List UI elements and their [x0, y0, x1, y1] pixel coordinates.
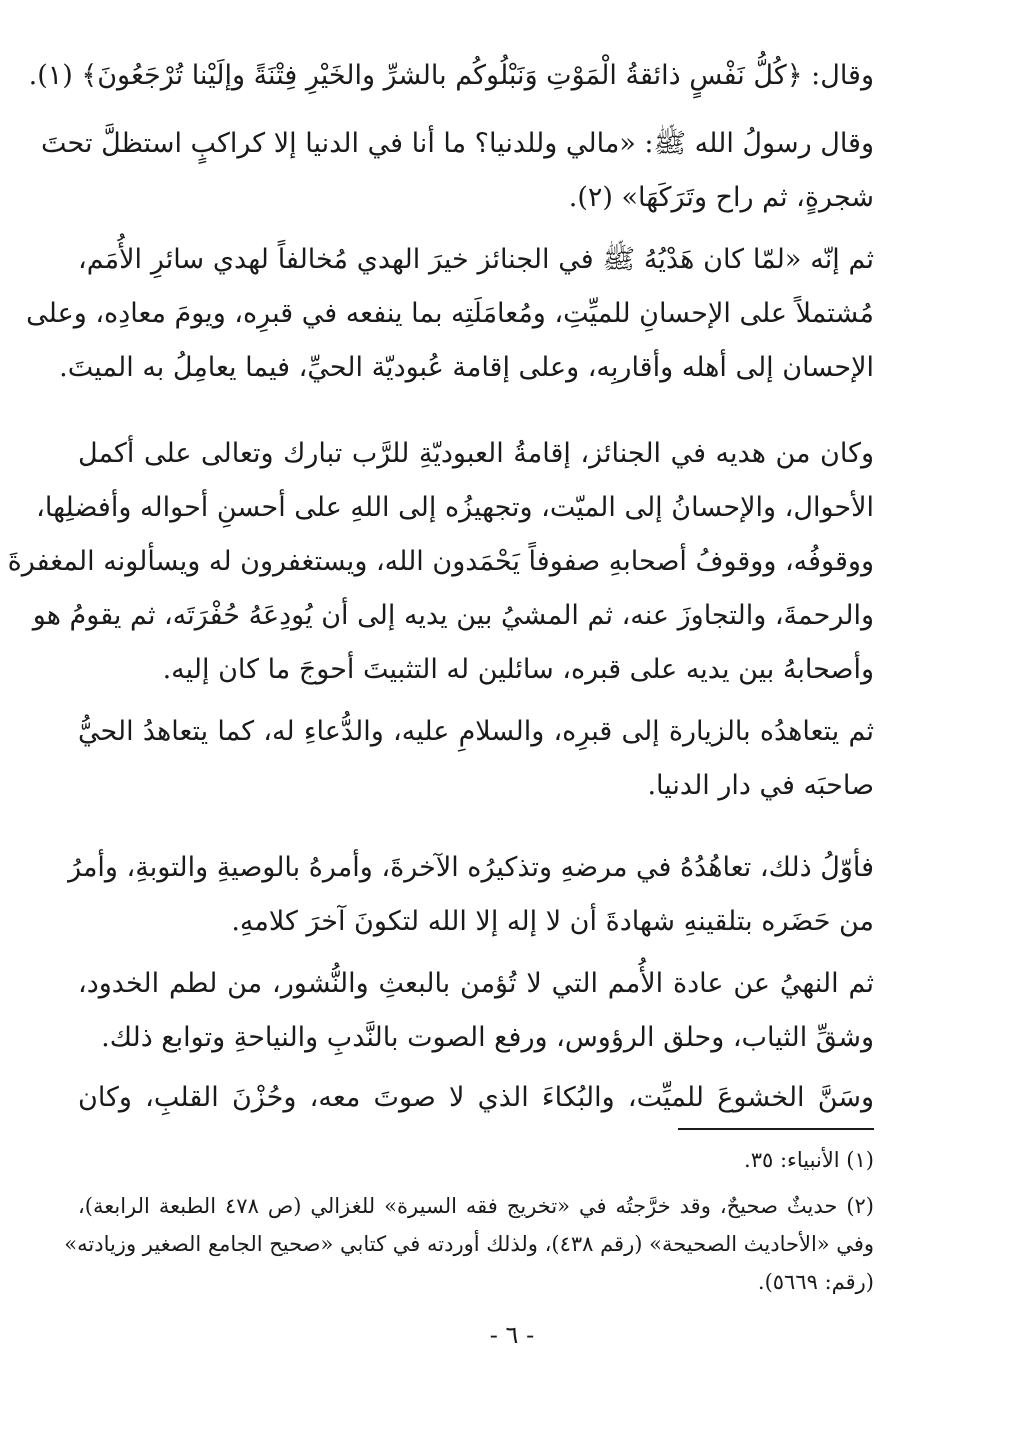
- body-line-12: ثم يتعاهدُه بالزيارة إلى قبرِه، والسلامِ عليه، والدُّعاءِ له، كما يتعاهدُ الحيُّ: [78, 716, 874, 747]
- body-line-16: ثم النهيُ عن عادة الأُمم التي لا تُؤمن بالبعثِ والنُّشور، من لطم الخدود،: [78, 968, 874, 999]
- body-line-6: الإحسان إلى أهله وأقاربِه، وعلى إقامة عُبوديّة الحيِّ، فيما يعامِلُ به الميتَ.: [59, 352, 874, 383]
- body-line-5: مُشتملاً على الإحسانِ للميِّتِ، ومُعامَلَتِه بما ينفعه في قبرِه، ويومَ معادِه، وعلى: [26, 298, 874, 329]
- body-line-11: وأصحابهُ بين يديه على قبره، سائلين له التثبيتَ أحوجَ ما كان إليه.: [162, 654, 874, 685]
- page-number: - ٦ -: [489, 1321, 535, 1349]
- body-line-10: والرحمةَ، والتجاوزَ عنه، ثم المشيُ بين يديه إلى أن يُودِعَهُ حُفْرَتَه، ثم يقومُ هو: [32, 600, 874, 631]
- body-line-13: صاحبَه في دار الدنيا.: [647, 770, 874, 801]
- body-line-14: فأوّلُ ذلك، تعاهُدُهُ في مرضهِ وتذكيرُه الآخرةَ، وأمرهُ بالوصيةِ والتوبةِ، وأمرُ: [68, 852, 874, 883]
- body-line-15: من حَضَره بتلقينهِ شهادةَ أن لا إله إلا الله لتكونَ آخرَ كلامهِ.: [231, 906, 874, 937]
- footnote-2-line-2: وفي «الأحاديث الصحيحة» (رقم ٤٣٨)، ولذلك أوردته في كتابي «صحيح الجامع الصغير وزيادته»: [64, 1232, 874, 1256]
- body-line-1: وقال: ﴿كُلُّ نَفْسٍ ذائقةُ الْمَوْتِ وَنَبْلُوكُم بالشرِّ والخَيْرِ فِتْنَةً وإلَيْنا تُرْجَعُونَ﴾ (١).: [28, 60, 874, 91]
- body-line-2: وقال رسولُ الله ﷺ: «مالي وللدنيا؟ ما أنا في الدنيا إلا كراكبٍ استظلَّ تحتَ: [41, 128, 874, 159]
- footnote-2-line-1: (٢) حديثٌ صحيحٌ، وقد خرَّجتُه في «تخريج فقه السيرة» للغزالي (ص ٤٧٨ الطبعة الرابعة)،: [78, 1194, 874, 1218]
- body-line-7: وكان من هديه في الجنائز، إقامةُ العبوديّةِ للرَّب تبارك وتعالى على أكمل: [78, 438, 874, 469]
- footnote-2-line-3: (رقم: ٥٦٦٩).: [757, 1270, 874, 1294]
- footnote-separator: [678, 1128, 874, 1130]
- body-line-4: ثم إنّه «لمّا كان هَدْيُهُ ﷺ في الجنائز خيرَ الهدي مُخالفاً لهدي سائرِ الأُمَم،: [78, 244, 874, 275]
- body-line-18: وسَنَّ الخشوعَ للميِّت، والبُكاءَ الذي لا صوتَ معه، وحُزْنَ القلبِ، وكان: [78, 1082, 874, 1113]
- footnote-1: (١) الأنبياء: ٣٥.: [744, 1148, 874, 1172]
- body-line-8: الأحوال، والإحسانُ إلى الميّت، وتجهيزُه إلى اللهِ على أحسنِ أحواله وأفضلِها،: [36, 492, 874, 523]
- body-line-17: وشقِّ الثياب، وحلق الرؤوس، ورفع الصوت بالنَّدبِ والنياحةِ وتوابع ذلك.: [101, 1022, 874, 1053]
- body-line-3: شجرةٍ، ثم راح وتَرَكَهَا» (٢).: [568, 182, 874, 213]
- body-line-9: ووقوفُه، ووقوفُ أصحابهِ صفوفاً يَحْمَدون الله، ويستغفرون له ويسألونه المغفرةَ: [7, 546, 874, 577]
